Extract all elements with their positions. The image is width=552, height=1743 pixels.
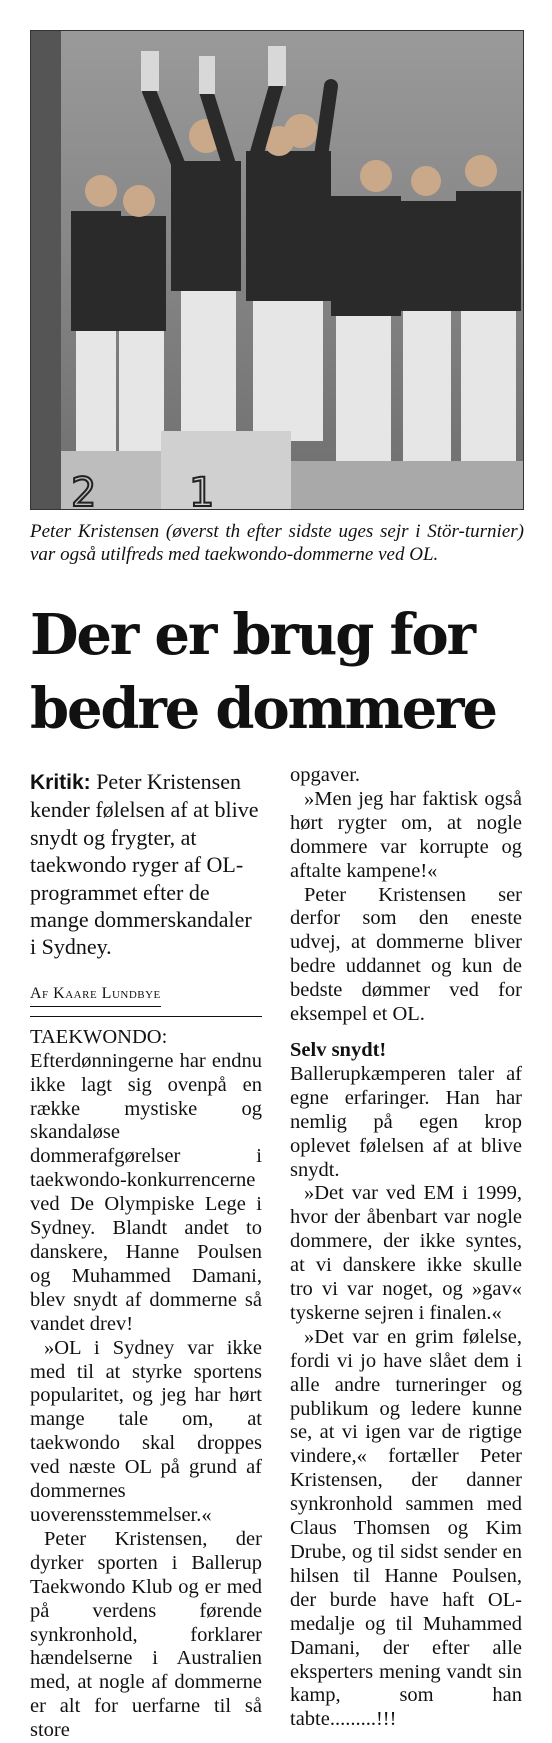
body-paragraph-5: »Men jeg har faktisk også hørt rygter om, at nogle dommere var korrupte og aftalte kampene!« xyxy=(290,787,522,882)
subheading: Selv snydt! xyxy=(290,1038,387,1061)
body-paragraph-4: opgaver. xyxy=(290,764,361,786)
photo-caption: Peter Kristensen (øverst th efter sidste uges sejr i Stör-turnier) var også utilfreds med taekwondo-dommerne ved OL. xyxy=(30,521,524,565)
body-paragraph-3: Peter Kristensen, der dyrker sporten i Ballerup Taekwondo Klub og er med på verdens førende synkronhold, forklarer hændelserne i Australien med, at nogle af dommerne er alt for uerfarne til så store xyxy=(30,1527,262,1742)
body-paragraph-8: »Det var ved EM i 1999, hvor der åbenbart var nogle dommere, der ikke syntes, at vi danskere ikke skulle tro vi var noget, og »gav« tyskerne sejren i finalen.« xyxy=(290,1182,522,1324)
lead-label: Kritik: xyxy=(30,771,91,794)
body-paragraph-9: »Det var en grim følelse, fordi vi jo have slået dem i alle andre turneringer og publikum og ledere kunne se, at vi igen var de rigtige vindere,« fortæller Peter Kristensen, der danner synkronhold sammen med Claus Thomsen og Kim Drube, og til sidst sender en hilsen til Hanne Poulsen, der burde have haft OL-medalje og til Muhammed Damani, der efter alle eksperters mening vandt sin kamp, som han tabte.........!!! xyxy=(290,1325,522,1731)
body-paragraph-2: »OL i Sydney var ikke med til at styrke sportens popularitet, og jeg har hørt mange tale om, at taekwondo skal droppes ved næste OL på grund af dommernes uoverensstemmelser.« xyxy=(30,1336,262,1526)
body-paragraph-6: Peter Kristensen ser derfor som den eneste udvej, at dommerne bliver bedre uddannet og kun de bedste dømmer ved for eksempel et OL. xyxy=(290,883,522,1026)
divider xyxy=(30,1016,262,1026)
body-paragraph-7: Ballerupkæmperen taler af egne erfaringer. Han har nemlig på egen krop oplevet følelsen af at blive snydt. xyxy=(290,1062,522,1181)
podium-photo xyxy=(30,30,524,510)
podium-number-2: 2 xyxy=(71,470,97,510)
headline-line-2: bedre dommere xyxy=(30,676,496,742)
lead-text: Peter Kristensen kender følelsen af at blive snydt og frygter, at taekwondo ryger af OL-programmet efter de mange dommerskandaler i Sydney. xyxy=(30,769,259,960)
article-column-2 xyxy=(290,764,522,1732)
headline xyxy=(30,598,530,746)
article-column-1 xyxy=(30,768,262,1743)
body-paragraph-1: TAEKWONDO: Efterdønningerne har endnu ikke lagt sig ovenpå en række mystiske og skandaløse dommerafgørelser i taekwondo-konkurrencerne ved De Olympiske Lege i Sydney. Blandt andet to danskere, Hanne Poulsen og Muhammed Damani, blev snydt af dommerne så vandet drev! xyxy=(30,1025,262,1335)
podium-number-1: 1 xyxy=(189,470,215,510)
headline-line-1: Der er brug for xyxy=(30,602,474,668)
byline: Af Kaare Lundbye xyxy=(30,984,161,1007)
lead-paragraph xyxy=(30,768,262,961)
